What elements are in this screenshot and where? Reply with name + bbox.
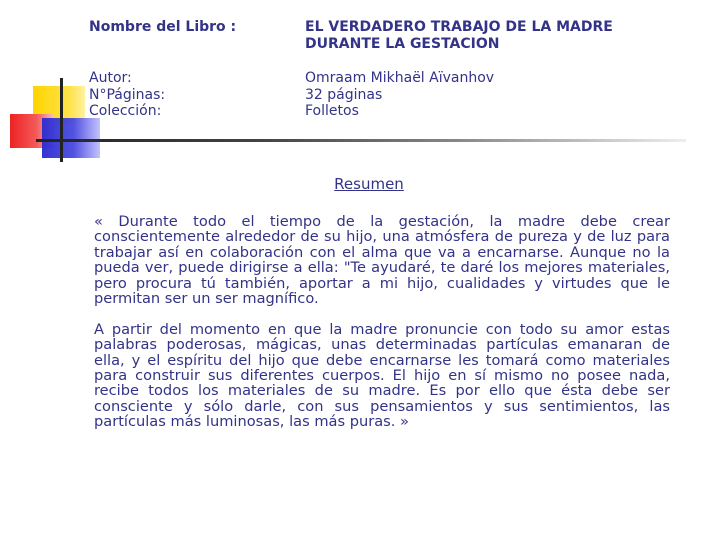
author-value: Omraam Mikhaël Aïvanhov xyxy=(305,70,495,86)
book-title-row xyxy=(89,19,709,52)
book-metadata xyxy=(89,19,709,120)
author-row xyxy=(89,70,709,87)
pages-label: N°Páginas: xyxy=(89,86,166,103)
title-label: Nombre del Libro : xyxy=(89,19,237,35)
vertical-divider xyxy=(60,78,63,162)
summary-paragraph: « Durante todo el tiempo de la gestación, la madre debe crear conscientemente alrededor de su hijo, una atmósfera de pureza y de luz para trabajar así en colaboración con el alma que va a encarnarse. Aunque no la pueda ver, puede dirigirse a ella: "Te ayudaré, te daré los mejores materiales, pero procura tú también, aportar a mi hijo, cualidades y virtudes que le permitan ser un ser magnífico. xyxy=(94,213,670,308)
collection-label: Colección: xyxy=(89,103,162,119)
book-title-line1: EL VERDADERO TRABAJO DE LA MADRE xyxy=(305,19,613,35)
summary-body xyxy=(94,214,670,430)
summary-heading: Resumen xyxy=(334,175,404,193)
summary-paragraph: A partir del momento en que la madre pronuncie con todo su amor estas palabras poderosas, mágicas, unas determinadas partículas emanaran de ella, y el espíritu del hijo que debe encarnarse les tomará como materiales para construir sus diferentes cuerpos. El hijo en sí mismo no posee nada, recibe todos los materiales de su madre. Es por ello que ésta debe ser consciente y sólo darle, con sus pensamientos y sus sentimientos, las partículas más luminosas, las más puras. » xyxy=(94,320,670,431)
book-title-line2: DURANTE LA GESTACION xyxy=(305,35,500,52)
collection-value: Folletos xyxy=(305,103,359,119)
collection-row xyxy=(89,103,709,120)
pages-row xyxy=(89,87,709,104)
author-label: Autor: xyxy=(89,70,132,86)
pages-value: 32 páginas xyxy=(305,86,383,103)
book-title xyxy=(305,19,709,52)
horizontal-divider xyxy=(36,139,686,142)
blue-square xyxy=(42,118,100,158)
